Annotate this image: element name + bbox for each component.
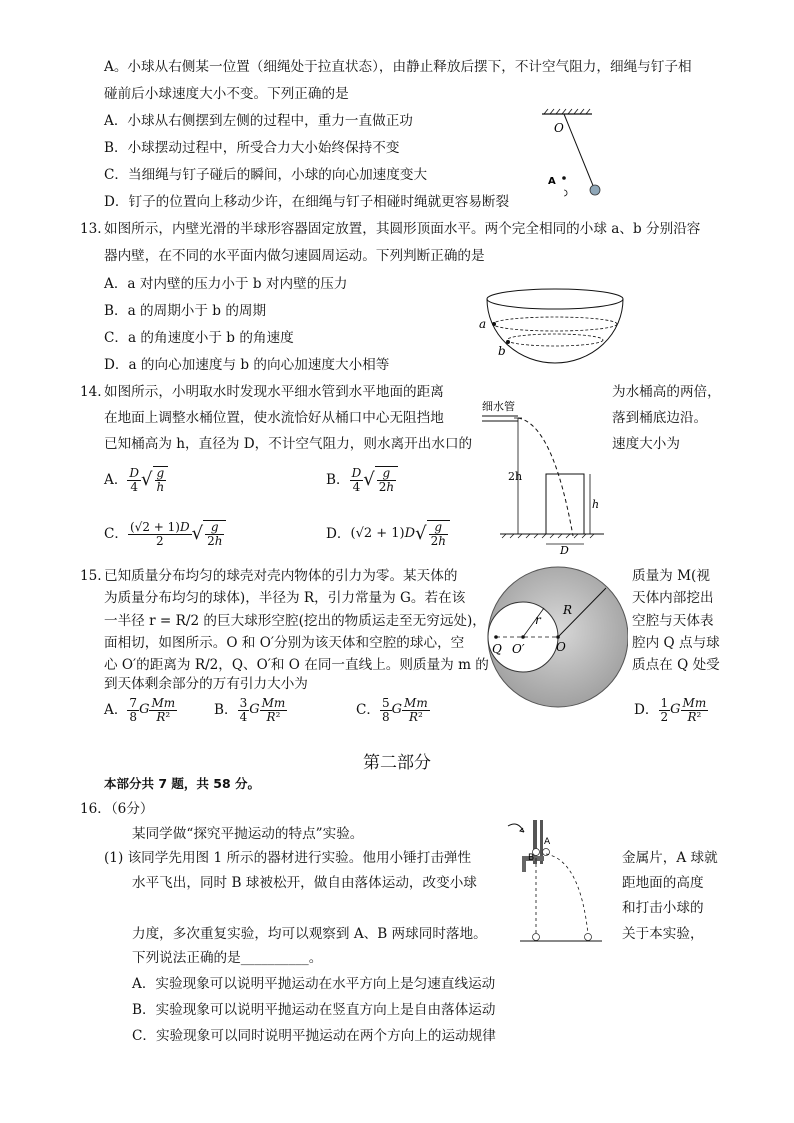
q16-line3b: 和打击小球的 bbox=[622, 900, 704, 916]
label-2h: 2h bbox=[508, 470, 523, 483]
q16-line1a: (1) 该同学先用图 1 所示的器材进行实验。他用小锤打击弹性 bbox=[104, 850, 472, 866]
q15-line3a: 一半径 r = R/2 的巨大球形空腔(挖出的物质运走至无穷远处)， bbox=[104, 613, 486, 629]
q12-option-b: B．小球摆动过程中，所受合力大小始终保持不变 bbox=[104, 140, 400, 156]
q15-option-c-label: C． bbox=[356, 702, 380, 718]
q14-option-a-label: A． bbox=[104, 472, 128, 488]
label-big-r: R bbox=[563, 603, 573, 617]
q14-line1a: 如图所示，小明取水时发现水平细水管到水平地面的距离 bbox=[104, 384, 444, 400]
q16-line4a: 力度，多次重复实验，均可以观察到 A、B 两球同时落地。 bbox=[132, 926, 487, 942]
q15-line4a: 面相切，如图所示。O 和 O′分别为该天体和空腔的球心，空 bbox=[104, 635, 465, 651]
pendulum-label-o: O bbox=[554, 121, 564, 135]
q15-option-a-label: A． bbox=[104, 702, 128, 718]
label-d: D bbox=[560, 544, 569, 556]
q16-line1b: 金属片，A 球就 bbox=[622, 850, 718, 866]
q13-stem-line1: 如图所示，内壁光滑的半球形容器固定放置，其圆形顶面水平。两个完全相同的小球 a、b 分别沿容 bbox=[104, 221, 701, 237]
q14-number: 14. bbox=[80, 384, 102, 400]
q14-line3b: 速度大小为 bbox=[612, 436, 680, 452]
q16-line2a: 水平飞出，同时 B 球被松开，做自由落体运动，改变小球 bbox=[132, 875, 477, 891]
projectile-apparatus-figure bbox=[500, 814, 610, 946]
q15-line1b: 质量为 M(视 bbox=[632, 568, 710, 584]
part2-note: 本部分共 7 题，共 58 分。 bbox=[104, 776, 261, 791]
q15-line5b: 质点在 Q 处受 bbox=[632, 657, 720, 673]
label-small-r: r bbox=[535, 613, 541, 627]
q15-option-d-label: D． bbox=[634, 702, 659, 718]
bowl-label-a: a bbox=[479, 317, 487, 331]
q12-stem-line2: 碰前后小球速度大小不变。下列正确的是 bbox=[104, 86, 349, 102]
q14-option-d: D． (√2 + 1)D √ $\frac{g}{2h}$ bbox=[326, 512, 450, 556]
q13-stem-line2: 器内壁，在不同的水平面内做匀速圆周运动。下列判断正确的是 bbox=[104, 248, 485, 264]
q15-option-d: D． $\frac{1}{2}$ G $\frac{Mm}{\text{R²}}$ bbox=[634, 695, 707, 724]
q15-line1a: 已知质量分布均匀的球壳对壳内物体的引力为零。某天体的 bbox=[104, 568, 458, 584]
q15-option-b-label: B． bbox=[214, 702, 238, 718]
q15-line4b: 腔内 Q 点与球 bbox=[632, 635, 720, 651]
q14-option-c: C． $\frac{(√2 + 1)D}{2}$ √ $\frac{g}{2h}$ bbox=[104, 512, 226, 556]
q14-option-b-label: B． bbox=[326, 472, 350, 488]
q15-line6: 到天体剩余部分的万有引力大小为 bbox=[104, 676, 308, 692]
q13-number: 13. bbox=[80, 221, 102, 237]
q15-option-a: A． $\frac{7}{8}$ G $\frac{Mm}{\text{R²}}$ bbox=[104, 695, 176, 724]
q16-line4b: 关于本实验， bbox=[622, 926, 704, 942]
celestial-cavity-figure bbox=[478, 564, 628, 710]
q14-line3a: 已知桶高为 h，直径为 D，不计空气阻力，则水离开出水口的 bbox=[104, 436, 473, 452]
q12-option-d: D．钉子的位置向上移动少许，在细绳与钉子相碰时绳就更容易断裂 bbox=[104, 194, 510, 210]
q14-line1b: 为水桶高的两倍， bbox=[612, 384, 721, 400]
q16-line2b: 距地面的高度 bbox=[622, 875, 704, 891]
q16-line5: 下列说法正确的是__________。 bbox=[132, 950, 323, 966]
q14-option-b: B． $\frac{D}{4}$ √ $\frac{g}{2h}$ bbox=[326, 462, 398, 498]
part2-heading: 第二部分 bbox=[363, 753, 431, 773]
q15-number: 15. bbox=[80, 568, 102, 584]
pendulum-figure bbox=[530, 108, 610, 204]
q16-option-a: A．实验现象可以说明平抛运动在水平方向上是匀速直线运动 bbox=[132, 976, 496, 992]
pipe-label: 细水管 bbox=[482, 400, 515, 413]
apparatus-label-b: B bbox=[528, 853, 535, 863]
q15-line2a: 为质量分布均匀的球体)，半径为 R，引力常量为 G。若在该 bbox=[104, 590, 466, 606]
q16-option-c: C．实验现象可以同时说明平抛运动在两个方向上的运动规律 bbox=[132, 1028, 496, 1044]
apparatus-label-a: A bbox=[544, 837, 551, 847]
label-o-prime: O′ bbox=[512, 642, 525, 656]
q15-line3b: 空腔与天体表 bbox=[632, 613, 714, 629]
label-o: O bbox=[556, 640, 566, 654]
q14-option-c-label: C． bbox=[104, 526, 128, 542]
q14-line2b: 落到桶底边沿。 bbox=[612, 410, 708, 426]
q14-option-d-label: D． bbox=[326, 526, 351, 542]
q16-option-b: B．实验现象可以说明平抛运动在竖直方向上是自由落体运动 bbox=[132, 1002, 496, 1018]
label-h: h bbox=[592, 498, 600, 511]
pendulum-label-a: A bbox=[548, 176, 556, 187]
q12-option-c: C．当细绳与钉子碰后的瞬间，小球的向心加速度变大 bbox=[104, 167, 428, 183]
q15-option-b: B． $\frac{3}{4}$ G $\frac{Mm}{\text{R²}}$ bbox=[214, 695, 286, 724]
label-q: Q bbox=[492, 642, 502, 656]
hemisphere-bowl-figure bbox=[475, 283, 635, 368]
q13-option-a: A．a 对内壁的压力小于 b 对内壁的压力 bbox=[104, 276, 348, 292]
bowl-label-b: b bbox=[498, 344, 506, 358]
q16-number: 16．（6分） bbox=[80, 801, 154, 817]
q12-stem-line1: A。小球从右侧某一位置（细绳处于拉直状态），由静止释放后摆下，不计空气阻力，细绳与钉子相 bbox=[104, 59, 692, 75]
q15-line2b: 天体内部挖出 bbox=[632, 590, 714, 606]
q13-option-d: D．a 的向心加速度与 b 的向心加速度大小相等 bbox=[104, 357, 390, 373]
q12-option-a: A．小球从右侧摆到左侧的过程中，重力一直做正功 bbox=[104, 113, 413, 129]
water-pipe-figure bbox=[478, 396, 608, 556]
q14-line2a: 在地面上调整水桶位置，使水流恰好从桶口中心无阻挡地 bbox=[104, 410, 444, 426]
q16-intro: 某同学做“探究平抛运动的特点”实验。 bbox=[132, 826, 364, 842]
q14-option-a: A． $\frac{D}{4}$ √ $\frac{g}{h}$ bbox=[104, 462, 168, 498]
q15-line5a: 心 O′的距离为 R/2，Q、O′和 O 在同一直线上。则质量为 m 的 bbox=[104, 657, 489, 673]
q15-option-c: C． $\frac{5}{8}$ G $\frac{Mm}{\text{R²}}$ bbox=[356, 695, 428, 724]
q13-option-b: B．a 的周期小于 b 的周期 bbox=[104, 303, 267, 319]
q13-option-c: C．a 的角速度小于 b 的角速度 bbox=[104, 330, 294, 346]
